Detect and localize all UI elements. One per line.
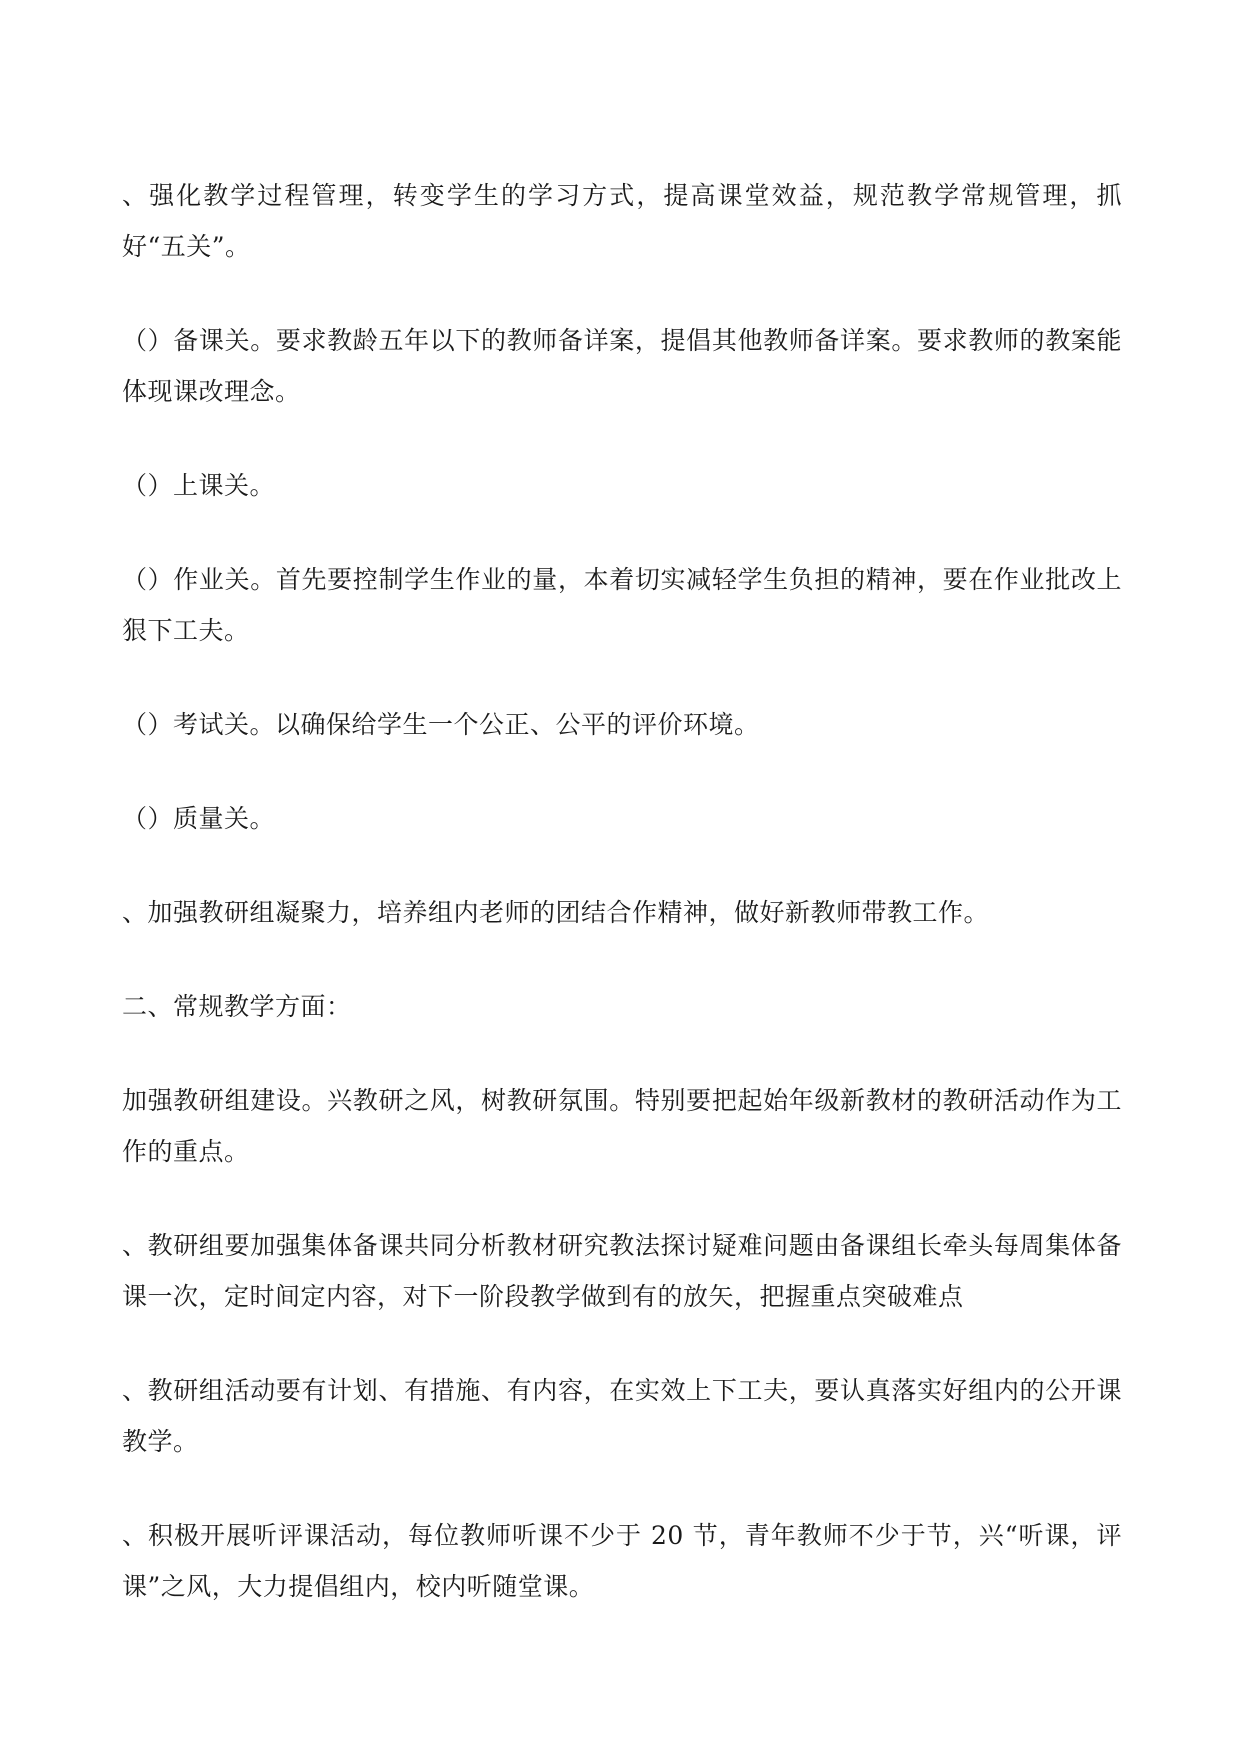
paragraph-quality: （）质量关。 bbox=[122, 804, 276, 833]
paragraph-exam: （）考试关。以确保给学生一个公正、公平的评价环境。 bbox=[122, 710, 760, 739]
section-heading-routine-teaching: 二、常规教学方面： bbox=[122, 992, 352, 1021]
paragraph-cohesion: 、加强教研组凝聚力，培养组内老师的团结合作精神，做好新教师带教工作。 bbox=[122, 898, 990, 927]
paragraph-lesson-prep: （）备课关。要求教龄五年以下的教师备详案，提倡其他教师备详案。要求教师的教案能体现课改理念。 bbox=[122, 326, 1122, 406]
paragraph-homework: （）作业关。首先要控制学生作业的量，本着切实减轻学生负担的精神，要在作业批改上狠下工夫。 bbox=[122, 565, 1122, 645]
paragraph-collective-prep: 、教研组要加强集体备课共同分析教材研究教法探讨疑难问题由备课组长牵头每周集体备课一次，定时间定内容，对下一阶段教学做到有的放矢，把握重点突破难点 bbox=[122, 1231, 1122, 1311]
paragraph-research-group: 加强教研组建设。兴教研之风，树教研氛围。特别要把起始年级新教材的教研活动作为工作的重点。 bbox=[122, 1086, 1122, 1166]
paragraph-lesson-observation: 、积极开展听评课活动，每位教师听课不少于 20 节，青年教师不少于节，兴“听课，评课”之风，大力提倡组内，校内听随堂课。 bbox=[122, 1521, 1122, 1601]
paragraph-group-activities: 、教研组活动要有计划、有措施、有内容，在实效上下工夫，要认真落实好组内的公开课教学。 bbox=[122, 1376, 1122, 1456]
paragraph-class: （）上课关。 bbox=[122, 471, 276, 500]
paragraph-teaching-process: 、强化教学过程管理，转变学生的学习方式，提高课堂效益，规范教学常规管理，抓好“五关”。 bbox=[122, 181, 1122, 261]
